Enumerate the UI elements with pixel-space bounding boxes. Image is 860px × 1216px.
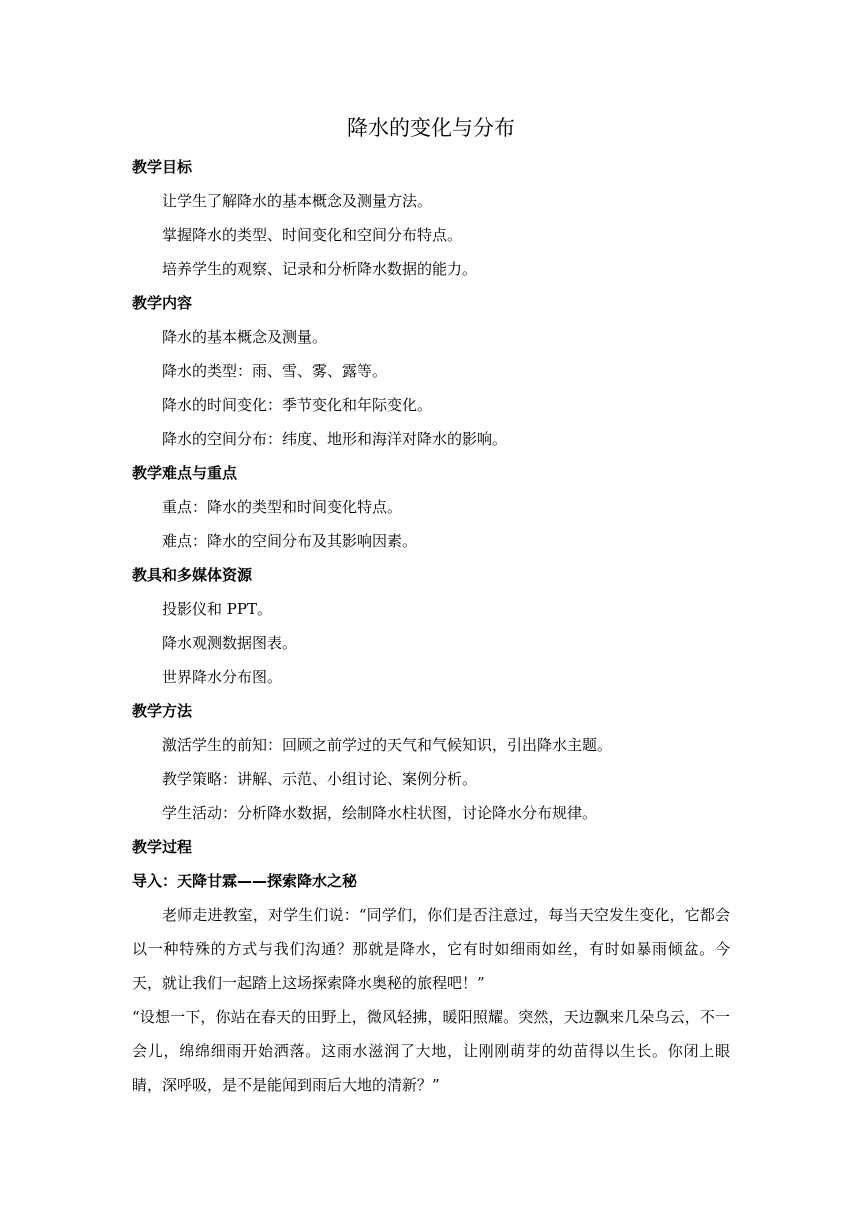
list-item: 降水的基本概念及测量。	[162, 328, 328, 346]
list-item: 降水的类型：雨、雪、雾、露等。	[162, 362, 388, 380]
section-heading: 教学内容	[132, 294, 193, 312]
list-item: 世界降水分布图。	[162, 668, 283, 686]
list-item: 难点：降水的空间分布及其影响因素。	[162, 532, 418, 550]
list-item: 培养学生的观察、记录和分析降水数据的能力。	[162, 260, 478, 278]
list-item: 降水的空间分布：纬度、地形和海洋对降水的影响。	[162, 430, 508, 448]
section-heading: 教学难点与重点	[132, 464, 238, 482]
section-heading: 教学目标	[132, 158, 193, 176]
section-teaching-methods	[132, 694, 730, 830]
section-teaching-content	[132, 286, 730, 456]
list-item: 让学生了解降水的基本概念及测量方法。	[162, 192, 433, 210]
list-item: 学生活动：分析降水数据，绘制降水柱状图，讨论降水分布规律。	[162, 804, 598, 822]
list-item: 降水的时间变化：季节变化和年际变化。	[162, 396, 433, 414]
paragraph: “设想一下，你站在春天的田野上，微风轻拂，暖阳照耀。突然，天边飘来几朵乌云，不一会儿，绵绵细雨开始洒落。这雨水滋润了大地，让刚刚萌芽的幼苗得以生长。你闭上眼睛，深呼吸，是不是能闻到雨后大地的清新？”	[132, 1008, 730, 1094]
section-teaching-goals	[132, 150, 730, 286]
section-heading: 教具和多媒体资源	[132, 566, 253, 584]
list-item: 投影仪和 PPT。	[162, 600, 272, 618]
list-item: 降水观测数据图表。	[162, 634, 298, 652]
list-item: 激活学生的前知：回顾之前学过的天气和气候知识，引出降水主题。	[162, 736, 613, 754]
section-resources	[132, 558, 730, 694]
list-item: 重点：降水的类型和时间变化特点。	[162, 498, 403, 516]
paragraph: 老师走进教室，对学生们说：“同学们，你们是否注意过，每当天空发生变化，它都会以一种特殊的方式与我们沟通？那就是降水，它有时如细雨如丝，有时如暴雨倾盆。今天，就让我们一起踏上这场探索降水奥秘的旅程吧！”	[132, 906, 730, 992]
document-title: 降水的变化与分布	[347, 116, 515, 140]
section-heading: 教学方法	[132, 702, 193, 720]
document-page	[132, 108, 730, 1102]
section-teaching-process	[132, 830, 730, 1102]
intro-heading: 导入：天降甘霖——探索降水之秘	[132, 872, 358, 890]
list-item: 掌握降水的类型、时间变化和空间分布特点。	[162, 226, 463, 244]
list-item: 教学策略：讲解、示范、小组讨论、案例分析。	[162, 770, 478, 788]
section-key-points	[132, 456, 730, 558]
process-heading: 教学过程	[132, 838, 193, 856]
